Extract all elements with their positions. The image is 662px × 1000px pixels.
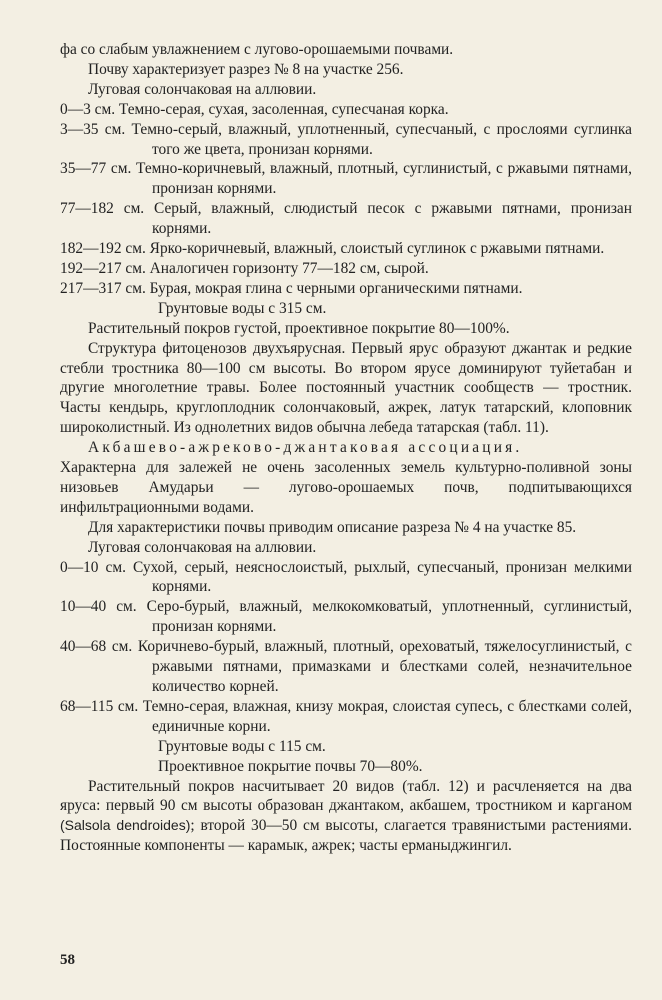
vegetation-cover: Растительный покров густой, проективное покрытие 80—100%. bbox=[88, 319, 510, 337]
soil-horizon: 35—77 см. Темно-коричневый, влажный, плотный, суглинистый, с ржавыми пятнами, пронизан корнями. bbox=[60, 160, 632, 198]
soil-horizon: 40—68 см. Коричнево-бурый, влажный, плотный, ореховатый, тяжелосуглинистый, с ржавыми пятнами, примазками и блестками солей, незначительное количество корней. bbox=[60, 638, 632, 695]
soil-horizon: 68—115 см. Темно-серая, влажная, книзу мокрая, слоистая супесь, с блестками солей, единичные корни. bbox=[60, 697, 632, 735]
association-description: Характерна для залежей не очень засоленных земель культурно-поливной зоны низовьев Амударьи — лугово-орошаемых почв, подпитывающихся инфильтрационными водами. bbox=[60, 459, 632, 516]
vegetation-text-part: ; второй 30—50 см высоты, слагается травянистыми растениями. Постоянные компоненты — карамык, ажрек; часты ерманыджингил. bbox=[60, 817, 633, 855]
soil-profile-intro: Для характеристики почвы приводим описание разреза № 4 на участке 85. bbox=[88, 518, 577, 536]
page-number: 58 bbox=[60, 952, 75, 968]
soil-horizon: 3—35 см. Темно-серый, влажный, уплотненный, супесчаный, с прослоями суглинка того же цвета, пронизан корнями. bbox=[60, 120, 632, 158]
phytocenosis-paragraph: Структура фитоценозов двухъярусная. Первый ярус образуют джантак и редкие стебли тростника 80—100 см высоты. Во втором ярусе доминируют туйетабан и другие многолетние травы. Более постоянный участник сообществ — тростник. Часты кендырь, круглоплодник солончаковый, ажрек, латук татарский, клоповник широколистный. Из однолетних видов обычна лебеда татарская (табл. 11). bbox=[60, 339, 632, 437]
soil-horizon: 0—10 см. Сухой, серый, неяснослоистый, рыхлый, супесчаный, пронизан мелкими корнями. bbox=[60, 558, 632, 596]
latin-species-name: (Salsola dendroides) bbox=[60, 817, 191, 834]
soil-profile-intro: Почву характеризует разрез № 8 на участке 256. bbox=[88, 60, 404, 78]
soil-horizon: 182—192 см. Ярко-коричневый, влажный, слоистый суглинок с ржавыми пятнами. bbox=[60, 240, 605, 258]
soil-type: Луговая солончаковая на аллювии. bbox=[88, 538, 317, 556]
soil-horizon: 77—182 см. Серый, влажный, слюдистый песок с ржавыми пятнами, пронизан корнями. bbox=[60, 200, 632, 238]
soil-horizon: 217—317 см. Бурая, мокрая глина с черными органическими пятнами. bbox=[60, 279, 523, 297]
soil-horizon: 192—217 см. Аналогичен горизонту 77—182 см, сырой. bbox=[60, 259, 429, 277]
association-heading: Акбашево-ажреково-джантаковая ассоциация. bbox=[88, 439, 523, 457]
body-text bbox=[60, 40, 632, 856]
vegetation-paragraph bbox=[60, 777, 632, 857]
vegetation-text-part: Растительный покров насчитывает 20 видов (табл. 12) и расчленяется на два яруса: первый 90 см высоты образован джантаком, акбашем, тростником и карганом bbox=[60, 777, 632, 815]
paragraph-continuation: фа со слабым увлажнением с лугово-орошаемыми почвами. bbox=[60, 41, 454, 58]
groundwater-note: Грунтовые воды с 115 см. bbox=[158, 737, 326, 755]
soil-horizon: 0—3 см. Темно-серая, сухая, засоленная, супесчаная корка. bbox=[60, 100, 449, 118]
groundwater-note: Грунтовые воды с 315 см. bbox=[158, 299, 327, 317]
soil-horizon: 10—40 см. Серо-бурый, влажный, мелкокомковатый, уплотненный, суглинистый, пронизан корнями. bbox=[60, 598, 632, 636]
soil-type: Луговая солончаковая на аллювии. bbox=[88, 80, 317, 98]
cover-note: Проективное покрытие почвы 70—80%. bbox=[158, 757, 423, 775]
